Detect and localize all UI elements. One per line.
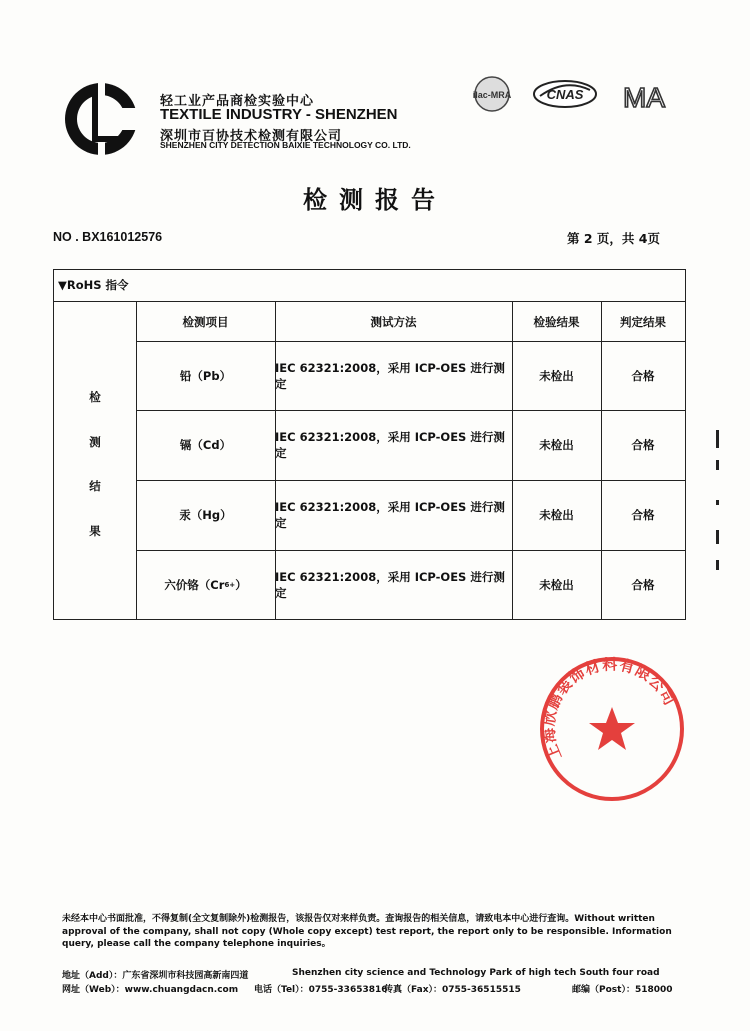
address-cn: 地址（Add）：广东省深圳市科技园高新南四道 bbox=[62, 971, 249, 981]
table-row-result: 未检出 bbox=[539, 508, 574, 522]
side-label-char: 果 bbox=[89, 524, 101, 538]
table-row-result: 未检出 bbox=[539, 438, 574, 452]
report-number: NO . BX161012576 bbox=[53, 230, 163, 244]
table-row-result: 未检出 bbox=[539, 368, 574, 383]
edge-mark bbox=[716, 560, 719, 570]
disclaimer-text: 未经本中心书面批准，不得复制(全文复制除外)检测报告，该报告仅对来样负责。查询报告的相关信息，请致电本中心进行查询。Without written approval of the company, shall not copy (Whole copy except) test report, the report only to be responsible. Information query, please call the company telephone inquiries。 bbox=[62, 914, 672, 949]
column-header-method: 测试方法 bbox=[370, 314, 417, 329]
table-row-item: 镉（Cd） bbox=[179, 438, 232, 452]
table-row-judgement: 合格 bbox=[631, 438, 655, 452]
item-superscript: 6+ bbox=[224, 580, 236, 589]
telephone: 电话（Tel）：0755-33653816 bbox=[254, 985, 388, 995]
company-name-en: SHENZHEN CITY DETECTION BAIXIE TECHNOLOGY CO. LTD. bbox=[160, 140, 411, 150]
page-indicator: 第 2 页，共 4页 bbox=[567, 231, 660, 246]
postcode: 邮编（Post）：518000 bbox=[572, 985, 673, 995]
table-row-method: IEC 62321:2008，采用 ICP-OES 进行测定 bbox=[275, 500, 505, 530]
table-row-judgement: 合格 bbox=[631, 508, 655, 522]
cnas-logo-icon bbox=[532, 74, 598, 114]
svg-text:上海欣鹏装饰材料有限公司 bbox=[540, 655, 680, 762]
cnas-logo-text: CNAS bbox=[546, 87, 584, 102]
table-row-judgement: 合格 bbox=[631, 368, 655, 383]
table-row-method: IEC 62321:2008，采用 ICP-OES 进行测定 bbox=[275, 360, 505, 391]
edge-mark bbox=[716, 460, 719, 470]
section-heading: ▼RoHS 指令 bbox=[54, 270, 685, 302]
table-row-result: 未检出 bbox=[539, 577, 574, 592]
column-header-result: 检验结果 bbox=[533, 314, 580, 329]
side-label-char: 结 bbox=[89, 479, 101, 493]
seal-text: 上海欣鹏装饰材料有限公司 bbox=[539, 655, 680, 763]
ma-logo-icon bbox=[614, 74, 674, 118]
item-text: 六价铬（Cr bbox=[164, 577, 225, 592]
table-row-method: IEC 62321:2008，采用 ICP-OES 进行测定 bbox=[275, 569, 505, 600]
side-label-char: 检 bbox=[89, 390, 101, 404]
ilac-mra-logo-text: ilac-MRA bbox=[472, 90, 512, 100]
edge-mark bbox=[716, 430, 719, 448]
table-row-item: 铅（Pb） bbox=[179, 368, 232, 383]
ma-logo-text: MA bbox=[623, 82, 665, 113]
website: 网址（Web）：www.chuangdacn.com bbox=[62, 985, 239, 995]
seal-star-icon bbox=[589, 707, 635, 750]
table-row-item: 汞（Hg） bbox=[179, 508, 232, 522]
table-row-item bbox=[136, 550, 275, 619]
column-header-judgement: 判定结果 bbox=[620, 314, 666, 329]
document-title: 检测报告 bbox=[303, 185, 447, 214]
org-logo-icon bbox=[62, 80, 140, 158]
org-name-cn: 轻工业产品商检实验中心 bbox=[160, 94, 315, 109]
rohs-results-table bbox=[53, 269, 686, 620]
company-seal-stamp bbox=[538, 655, 686, 803]
ilac-mra-logo-icon bbox=[466, 74, 518, 114]
address-en: Shenzhen city science and Technology Park of high tech South four road bbox=[292, 968, 660, 978]
side-label-char: 测 bbox=[89, 435, 101, 449]
fax: 传真（Fax）：0755-36515515 bbox=[384, 985, 521, 995]
item-text-end: ） bbox=[235, 577, 247, 592]
company-name-cn: 深圳市百协技术检测有限公司 bbox=[160, 129, 343, 144]
org-name-en: TEXTILE INDUSTRY - SHENZHEN bbox=[160, 106, 398, 123]
column-header-item: 检测项目 bbox=[182, 314, 229, 329]
edge-mark bbox=[716, 500, 719, 505]
table-row-method: IEC 62321:2008，采用 ICP-OES 进行测定 bbox=[275, 430, 505, 460]
table-row-judgement: 合格 bbox=[631, 577, 655, 592]
edge-mark bbox=[716, 530, 719, 544]
